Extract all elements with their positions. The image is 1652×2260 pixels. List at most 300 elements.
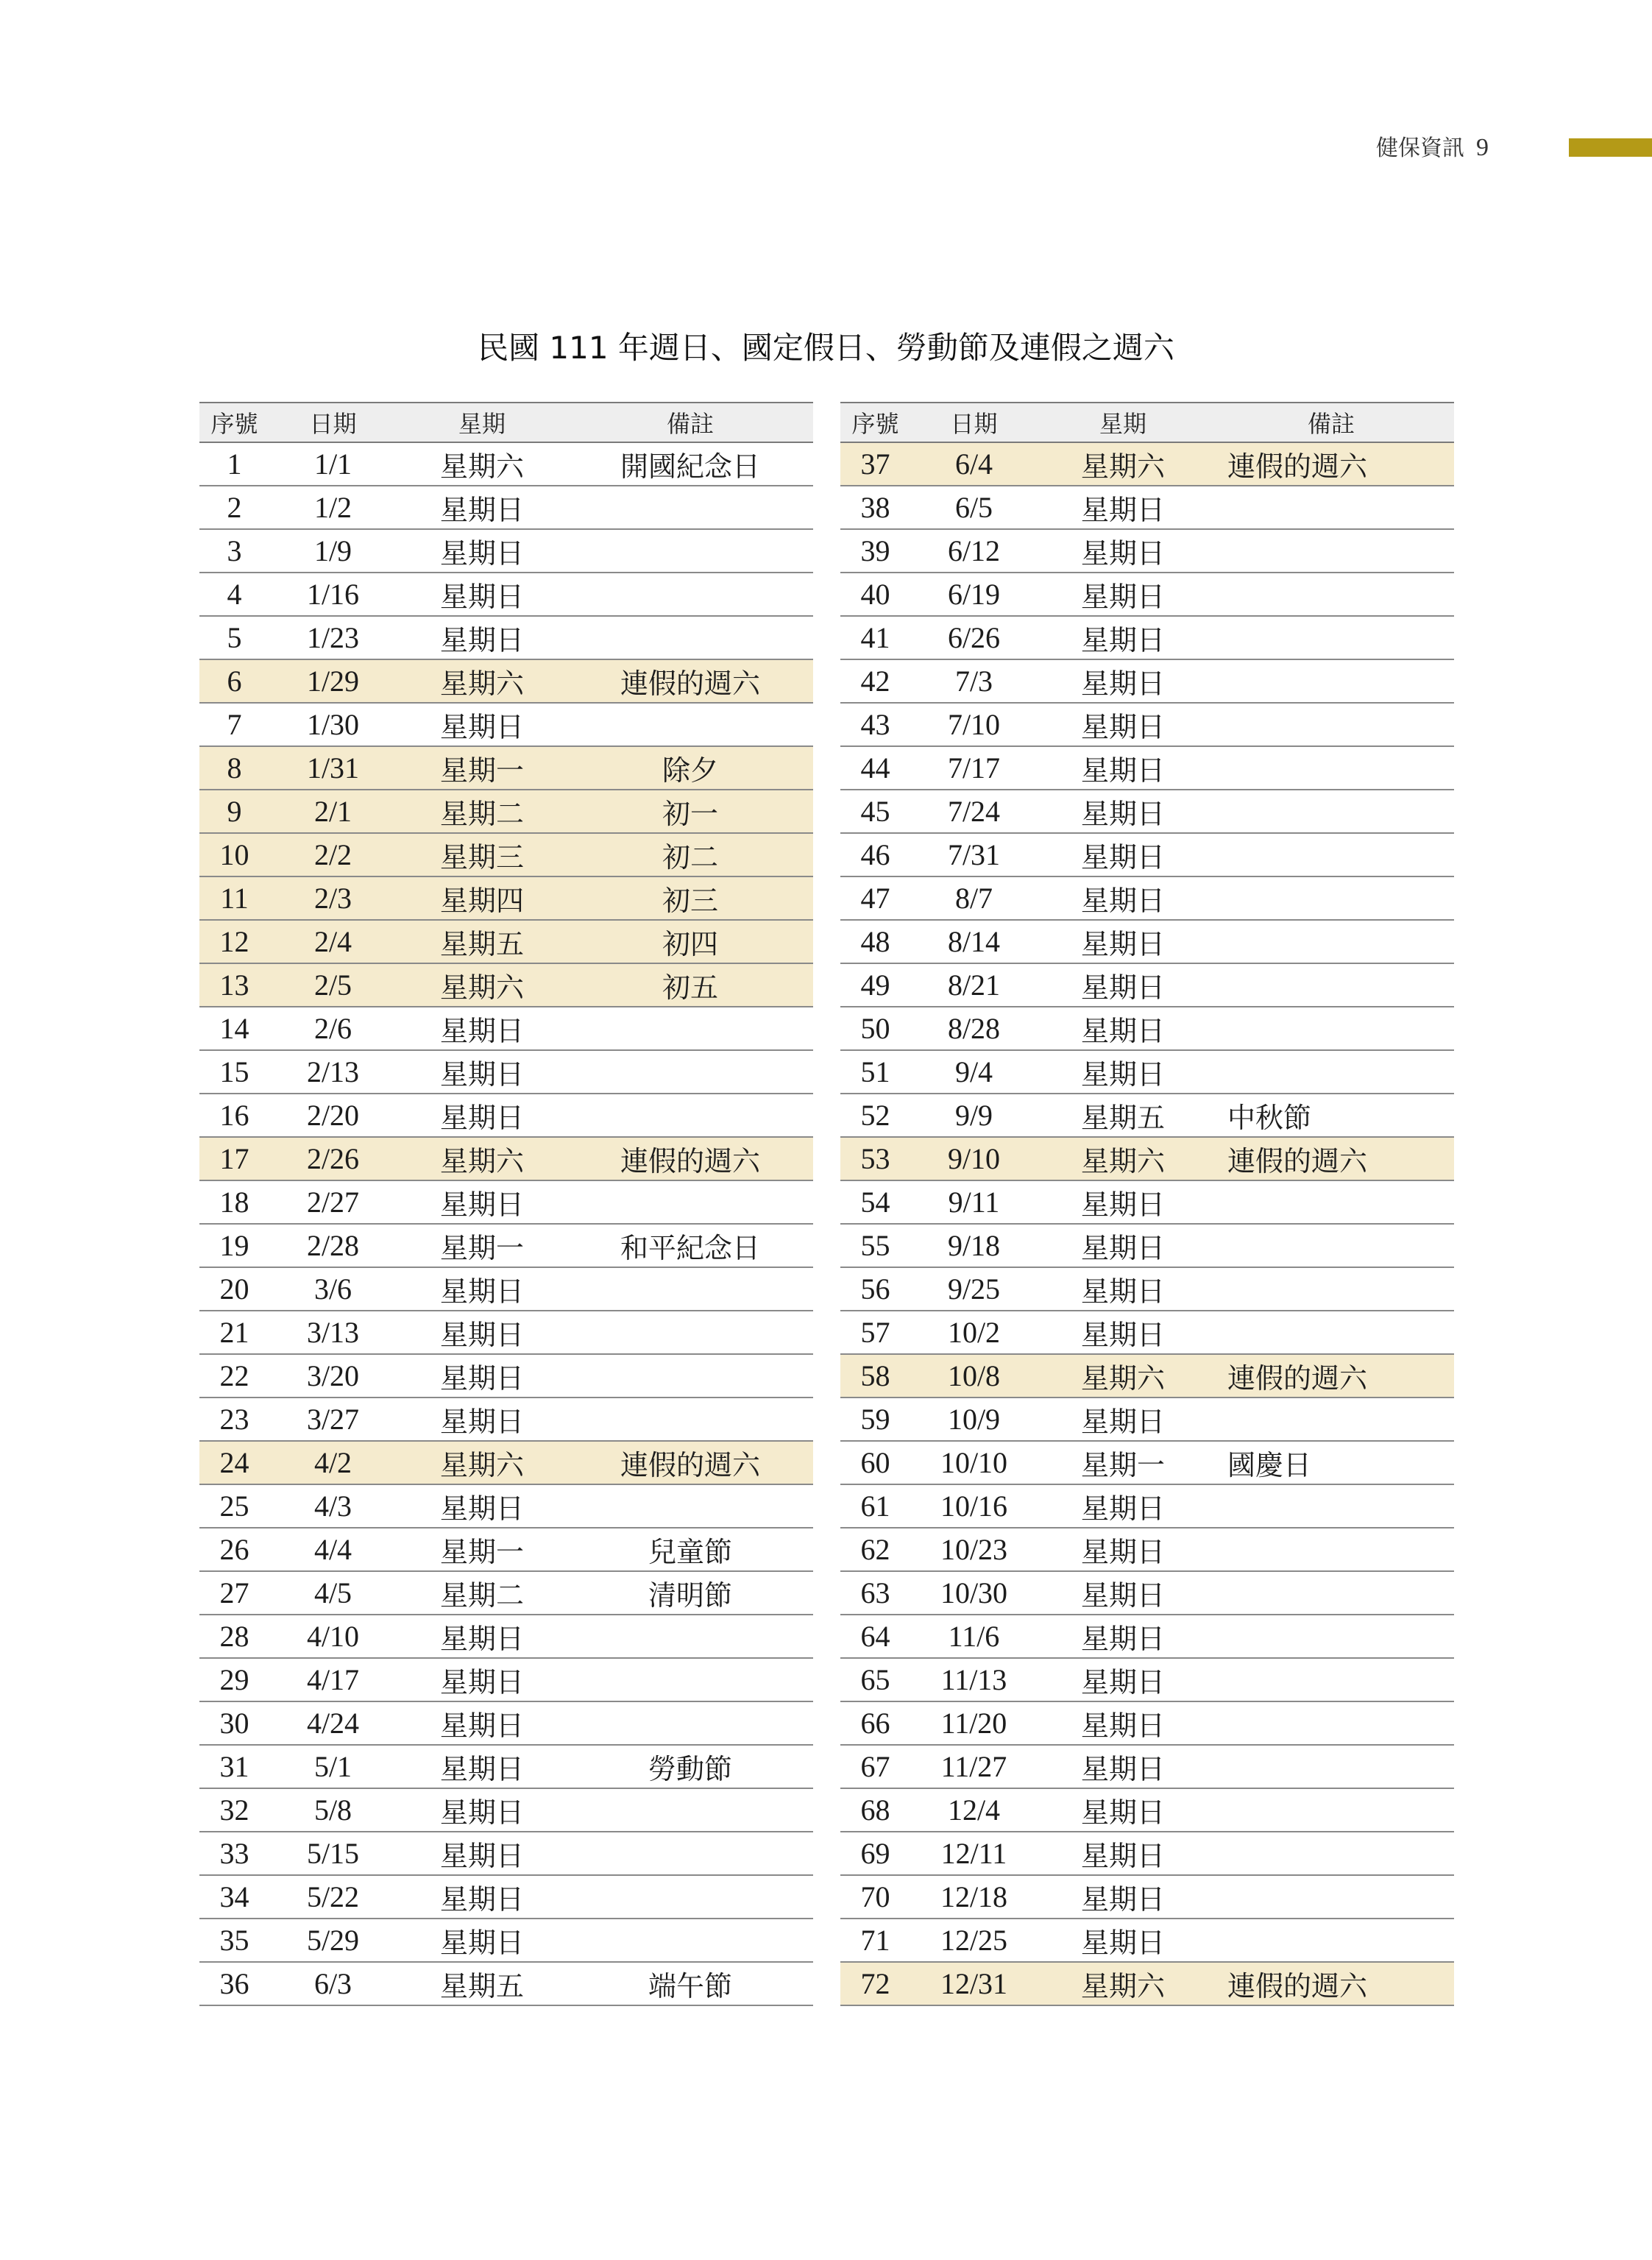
- row-date: 5/22: [269, 1875, 397, 1919]
- row-date: 9/11: [910, 1180, 1038, 1224]
- row-number: 40: [840, 573, 910, 616]
- row-date: 5/1: [269, 1745, 397, 1788]
- row-number: 8: [199, 746, 269, 790]
- row-date: 2/13: [269, 1050, 397, 1094]
- row-note: [1208, 1875, 1454, 1919]
- row-weekday: 星期日: [397, 1875, 567, 1919]
- row-number: 37: [840, 442, 910, 486]
- row-weekday: 星期一: [397, 1224, 567, 1267]
- row-note: 和平紀念日: [567, 1224, 813, 1267]
- row-weekday: 星期日: [397, 1919, 567, 1962]
- row-number: 1: [199, 442, 269, 486]
- table-body: [199, 442, 813, 2005]
- row-weekday: 星期日: [1038, 529, 1208, 573]
- row-date: 7/3: [910, 659, 1038, 703]
- table-row: [199, 1094, 813, 1137]
- table-row: [840, 529, 1454, 573]
- row-note: [1208, 876, 1454, 920]
- column-header-date: 日期: [269, 403, 397, 442]
- row-weekday: 星期日: [1038, 616, 1208, 659]
- row-note: 連假的週六: [1208, 1137, 1454, 1180]
- row-note: [1208, 790, 1454, 833]
- row-weekday: 星期日: [1038, 1484, 1208, 1528]
- table-row: [840, 790, 1454, 833]
- row-weekday: 星期六: [1038, 1137, 1208, 1180]
- row-weekday: 星期日: [1038, 1007, 1208, 1050]
- row-date: 3/6: [269, 1267, 397, 1311]
- table-row: [199, 1398, 813, 1441]
- row-date: 11/20: [910, 1701, 1038, 1745]
- row-note: [1208, 1224, 1454, 1267]
- row-weekday: 星期五: [397, 920, 567, 963]
- row-date: 3/27: [269, 1398, 397, 1441]
- row-weekday: 星期日: [397, 1832, 567, 1875]
- row-number: 42: [840, 659, 910, 703]
- row-date: 4/10: [269, 1615, 397, 1658]
- row-note: [1208, 1484, 1454, 1528]
- table-row: [199, 833, 813, 876]
- row-date: 10/10: [910, 1441, 1038, 1484]
- row-note: 連假的週六: [1208, 1962, 1454, 2005]
- row-date: 10/30: [910, 1571, 1038, 1615]
- row-weekday: 星期日: [397, 1094, 567, 1137]
- row-number: 71: [840, 1919, 910, 1962]
- table-row: [199, 1788, 813, 1832]
- row-number: 15: [199, 1050, 269, 1094]
- table-row: [840, 746, 1454, 790]
- row-date: 8/14: [910, 920, 1038, 963]
- row-date: 2/6: [269, 1007, 397, 1050]
- row-number: 57: [840, 1311, 910, 1354]
- row-number: 48: [840, 920, 910, 963]
- row-weekday: 星期日: [397, 1701, 567, 1745]
- row-note: [1208, 1050, 1454, 1094]
- row-note: [1208, 573, 1454, 616]
- row-note: [1208, 833, 1454, 876]
- row-note: [1208, 1788, 1454, 1832]
- column-header-note: 備註: [567, 403, 813, 442]
- row-number: 62: [840, 1528, 910, 1571]
- row-date: 1/9: [269, 529, 397, 573]
- table-row: [840, 833, 1454, 876]
- row-date: 8/7: [910, 876, 1038, 920]
- page-number: 9: [1476, 134, 1489, 161]
- row-date: 5/8: [269, 1788, 397, 1832]
- row-date: 4/2: [269, 1441, 397, 1484]
- row-note: [1208, 1615, 1454, 1658]
- row-date: 10/9: [910, 1398, 1038, 1441]
- row-number: 16: [199, 1094, 269, 1137]
- row-weekday: 星期日: [1038, 1701, 1208, 1745]
- row-number: 18: [199, 1180, 269, 1224]
- row-note: [1208, 1571, 1454, 1615]
- table-row: [840, 1094, 1454, 1137]
- table-row: [840, 703, 1454, 746]
- row-number: 46: [840, 833, 910, 876]
- row-number: 38: [840, 486, 910, 529]
- row-number: 4: [199, 573, 269, 616]
- row-weekday: 星期日: [1038, 876, 1208, 920]
- row-date: 10/23: [910, 1528, 1038, 1571]
- row-note: [567, 1658, 813, 1701]
- row-note: 中秋節: [1208, 1094, 1454, 1137]
- row-note: [567, 1919, 813, 1962]
- row-number: 26: [199, 1528, 269, 1571]
- row-number: 58: [840, 1354, 910, 1398]
- table-row: [199, 876, 813, 920]
- row-note: [567, 1615, 813, 1658]
- table-row: [199, 1441, 813, 1484]
- row-date: 4/4: [269, 1528, 397, 1571]
- table-row: [199, 1180, 813, 1224]
- row-date: 1/2: [269, 486, 397, 529]
- row-note: 除夕: [567, 746, 813, 790]
- row-weekday: 星期日: [397, 1484, 567, 1528]
- row-weekday: 星期日: [397, 1180, 567, 1224]
- row-number: 64: [840, 1615, 910, 1658]
- table-row: [199, 1311, 813, 1354]
- row-note: 初五: [567, 963, 813, 1007]
- table-row: [840, 659, 1454, 703]
- table-row: [840, 1007, 1454, 1050]
- row-date: 10/16: [910, 1484, 1038, 1528]
- row-number: 50: [840, 1007, 910, 1050]
- row-number: 7: [199, 703, 269, 746]
- row-weekday: 星期日: [1038, 1745, 1208, 1788]
- row-weekday: 星期六: [397, 659, 567, 703]
- row-weekday: 星期日: [1038, 746, 1208, 790]
- row-number: 59: [840, 1398, 910, 1441]
- table-row: [840, 1615, 1454, 1658]
- row-number: 17: [199, 1137, 269, 1180]
- row-date: 7/24: [910, 790, 1038, 833]
- row-weekday: 星期六: [397, 442, 567, 486]
- row-number: 20: [199, 1267, 269, 1311]
- table-row: [199, 442, 813, 486]
- row-number: 54: [840, 1180, 910, 1224]
- row-date: 12/31: [910, 1962, 1038, 2005]
- row-number: 5: [199, 616, 269, 659]
- table-row: [840, 1050, 1454, 1094]
- row-note: [567, 486, 813, 529]
- page-header: [1376, 130, 1489, 162]
- row-weekday: 星期日: [1038, 1875, 1208, 1919]
- table-row: [199, 1962, 813, 2005]
- row-date: 3/20: [269, 1354, 397, 1398]
- table-row: [840, 616, 1454, 659]
- row-date: 7/31: [910, 833, 1038, 876]
- row-date: 2/26: [269, 1137, 397, 1180]
- row-note: [567, 1094, 813, 1137]
- row-weekday: 星期日: [1038, 790, 1208, 833]
- row-date: 6/26: [910, 616, 1038, 659]
- row-number: 45: [840, 790, 910, 833]
- row-weekday: 星期六: [397, 1137, 567, 1180]
- row-date: 6/3: [269, 1962, 397, 2005]
- row-note: 清明節: [567, 1571, 813, 1615]
- table-row: [840, 486, 1454, 529]
- table-row: [199, 1745, 813, 1788]
- row-number: 30: [199, 1701, 269, 1745]
- row-note: [1208, 1832, 1454, 1875]
- row-weekday: 星期日: [1038, 573, 1208, 616]
- row-number: 63: [840, 1571, 910, 1615]
- table-row: [199, 790, 813, 833]
- row-weekday: 星期一: [397, 746, 567, 790]
- table-row: [840, 1875, 1454, 1919]
- row-weekday: 星期六: [1038, 1962, 1208, 2005]
- row-number: 27: [199, 1571, 269, 1615]
- row-date: 2/28: [269, 1224, 397, 1267]
- row-number: 22: [199, 1354, 269, 1398]
- table-body: [840, 442, 1454, 2005]
- row-weekday: 星期六: [1038, 442, 1208, 486]
- row-date: 4/5: [269, 1571, 397, 1615]
- row-weekday: 星期六: [1038, 1354, 1208, 1398]
- row-weekday: 星期三: [397, 833, 567, 876]
- row-weekday: 星期日: [1038, 1180, 1208, 1224]
- table-row: [199, 1137, 813, 1180]
- row-weekday: 星期日: [397, 1615, 567, 1658]
- row-weekday: 星期日: [397, 1311, 567, 1354]
- row-date: 5/29: [269, 1919, 397, 1962]
- row-note: 連假的週六: [1208, 442, 1454, 486]
- row-number: 52: [840, 1094, 910, 1137]
- row-date: 9/4: [910, 1050, 1038, 1094]
- row-note: [1208, 1528, 1454, 1571]
- row-weekday: 星期一: [397, 1528, 567, 1571]
- table-row: [199, 1267, 813, 1311]
- row-weekday: 星期日: [1038, 1788, 1208, 1832]
- row-number: 56: [840, 1267, 910, 1311]
- row-note: [567, 703, 813, 746]
- row-number: 55: [840, 1224, 910, 1267]
- row-note: [1208, 703, 1454, 746]
- row-note: 初三: [567, 876, 813, 920]
- table-row: [199, 573, 813, 616]
- row-weekday: 星期日: [1038, 1267, 1208, 1311]
- header-section-title: 健保資訊: [1376, 135, 1464, 161]
- row-note: [567, 616, 813, 659]
- row-number: 49: [840, 963, 910, 1007]
- table-row: [199, 529, 813, 573]
- row-weekday: 星期日: [1038, 1224, 1208, 1267]
- table-row: [199, 1007, 813, 1050]
- row-date: 6/5: [910, 486, 1038, 529]
- row-note: 國慶日: [1208, 1441, 1454, 1484]
- row-weekday: 星期日: [397, 486, 567, 529]
- row-date: 2/20: [269, 1094, 397, 1137]
- table-row: [199, 1354, 813, 1398]
- table-row: [840, 1832, 1454, 1875]
- table-row: [840, 442, 1454, 486]
- row-note: [1208, 659, 1454, 703]
- table-row: [199, 746, 813, 790]
- row-date: 2/4: [269, 920, 397, 963]
- row-number: 23: [199, 1398, 269, 1441]
- row-weekday: 星期日: [1038, 1398, 1208, 1441]
- row-date: 12/4: [910, 1788, 1038, 1832]
- row-number: 35: [199, 1919, 269, 1962]
- row-weekday: 星期日: [397, 1007, 567, 1050]
- row-date: 5/15: [269, 1832, 397, 1875]
- row-date: 7/10: [910, 703, 1038, 746]
- table-row: [199, 1658, 813, 1701]
- row-date: 1/31: [269, 746, 397, 790]
- row-note: [1208, 1745, 1454, 1788]
- table-row: [840, 1484, 1454, 1528]
- table-row: [840, 1398, 1454, 1441]
- table-row: [840, 1354, 1454, 1398]
- row-weekday: 星期日: [1038, 1919, 1208, 1962]
- row-weekday: 星期日: [397, 1745, 567, 1788]
- row-note: [1208, 1267, 1454, 1311]
- row-date: 9/18: [910, 1224, 1038, 1267]
- row-number: 14: [199, 1007, 269, 1050]
- row-date: 10/2: [910, 1311, 1038, 1354]
- row-weekday: 星期五: [1038, 1094, 1208, 1137]
- table-row: [840, 1962, 1454, 2005]
- row-weekday: 星期日: [1038, 1311, 1208, 1354]
- row-note: [567, 1484, 813, 1528]
- row-note: [567, 1180, 813, 1224]
- row-note: [567, 1701, 813, 1745]
- row-number: 43: [840, 703, 910, 746]
- row-note: [1208, 529, 1454, 573]
- table-row: [199, 703, 813, 746]
- row-weekday: 星期日: [1038, 963, 1208, 1007]
- row-date: 12/11: [910, 1832, 1038, 1875]
- table-row: [199, 1224, 813, 1267]
- row-note: 兒童節: [567, 1528, 813, 1571]
- table-row: [840, 1528, 1454, 1571]
- row-weekday: 星期日: [1038, 1571, 1208, 1615]
- row-weekday: 星期日: [1038, 1832, 1208, 1875]
- row-number: 69: [840, 1832, 910, 1875]
- row-number: 39: [840, 529, 910, 573]
- row-date: 9/10: [910, 1137, 1038, 1180]
- row-date: 6/4: [910, 442, 1038, 486]
- row-weekday: 星期日: [397, 1050, 567, 1094]
- row-number: 33: [199, 1832, 269, 1875]
- table-row: [199, 963, 813, 1007]
- row-weekday: 星期五: [397, 1962, 567, 2005]
- table-row: [199, 1701, 813, 1745]
- row-number: 9: [199, 790, 269, 833]
- row-note: [567, 1398, 813, 1441]
- row-weekday: 星期日: [1038, 1615, 1208, 1658]
- row-date: 1/16: [269, 573, 397, 616]
- table-row: [199, 1832, 813, 1875]
- header-accent-bar: [1569, 138, 1652, 157]
- row-note: [567, 1050, 813, 1094]
- table-row: [199, 1484, 813, 1528]
- row-date: 11/6: [910, 1615, 1038, 1658]
- row-weekday: 星期日: [1038, 486, 1208, 529]
- column-header-note: 備註: [1208, 403, 1454, 442]
- row-weekday: 星期日: [1038, 659, 1208, 703]
- row-weekday: 星期二: [397, 790, 567, 833]
- row-number: 68: [840, 1788, 910, 1832]
- row-date: 2/3: [269, 876, 397, 920]
- row-weekday: 星期六: [397, 963, 567, 1007]
- row-weekday: 星期日: [397, 1267, 567, 1311]
- row-note: [1208, 486, 1454, 529]
- row-weekday: 星期日: [397, 1398, 567, 1441]
- row-date: 6/12: [910, 529, 1038, 573]
- row-date: 2/5: [269, 963, 397, 1007]
- row-number: 51: [840, 1050, 910, 1094]
- page-title: 民國 111 年週日、國定假日、勞動節及連假之週六: [478, 330, 1174, 366]
- row-date: 6/19: [910, 573, 1038, 616]
- row-weekday: 星期日: [1038, 1050, 1208, 1094]
- row-date: 4/17: [269, 1658, 397, 1701]
- row-date: 9/25: [910, 1267, 1038, 1311]
- table-row: [840, 1658, 1454, 1701]
- table-row: [840, 1137, 1454, 1180]
- row-note: [1208, 1658, 1454, 1701]
- table-row: [840, 876, 1454, 920]
- row-note: [567, 1267, 813, 1311]
- row-number: 67: [840, 1745, 910, 1788]
- row-note: [1208, 1007, 1454, 1050]
- row-date: 2/1: [269, 790, 397, 833]
- holiday-table-left: [199, 402, 813, 2006]
- row-number: 24: [199, 1441, 269, 1484]
- row-number: 41: [840, 616, 910, 659]
- row-note: [567, 529, 813, 573]
- row-weekday: 星期日: [1038, 1658, 1208, 1701]
- row-date: 11/27: [910, 1745, 1038, 1788]
- row-number: 11: [199, 876, 269, 920]
- row-number: 65: [840, 1658, 910, 1701]
- row-date: 3/13: [269, 1311, 397, 1354]
- column-header-no: 序號: [840, 403, 910, 442]
- table-row: [840, 1441, 1454, 1484]
- row-number: 21: [199, 1311, 269, 1354]
- row-note: [1208, 1311, 1454, 1354]
- row-number: 72: [840, 1962, 910, 2005]
- table-row: [199, 920, 813, 963]
- row-number: 6: [199, 659, 269, 703]
- row-date: 1/29: [269, 659, 397, 703]
- row-number: 66: [840, 1701, 910, 1745]
- holiday-table-right: [840, 402, 1454, 2006]
- row-note: 初四: [567, 920, 813, 963]
- row-weekday: 星期日: [1038, 920, 1208, 963]
- row-number: 3: [199, 529, 269, 573]
- row-number: 25: [199, 1484, 269, 1528]
- row-weekday: 星期六: [397, 1441, 567, 1484]
- row-note: 初二: [567, 833, 813, 876]
- table-row: [840, 1224, 1454, 1267]
- row-note: [567, 1788, 813, 1832]
- row-weekday: 星期四: [397, 876, 567, 920]
- row-weekday: 星期日: [397, 1354, 567, 1398]
- row-note: [567, 1007, 813, 1050]
- row-number: 19: [199, 1224, 269, 1267]
- row-number: 47: [840, 876, 910, 920]
- table-row: [840, 1788, 1454, 1832]
- row-note: [1208, 1701, 1454, 1745]
- table-header: [840, 403, 1454, 442]
- row-date: 10/8: [910, 1354, 1038, 1398]
- table-row: [840, 1745, 1454, 1788]
- row-number: 44: [840, 746, 910, 790]
- row-note: [567, 1354, 813, 1398]
- column-header-weekday: 星期: [397, 403, 567, 442]
- table-row: [199, 1050, 813, 1094]
